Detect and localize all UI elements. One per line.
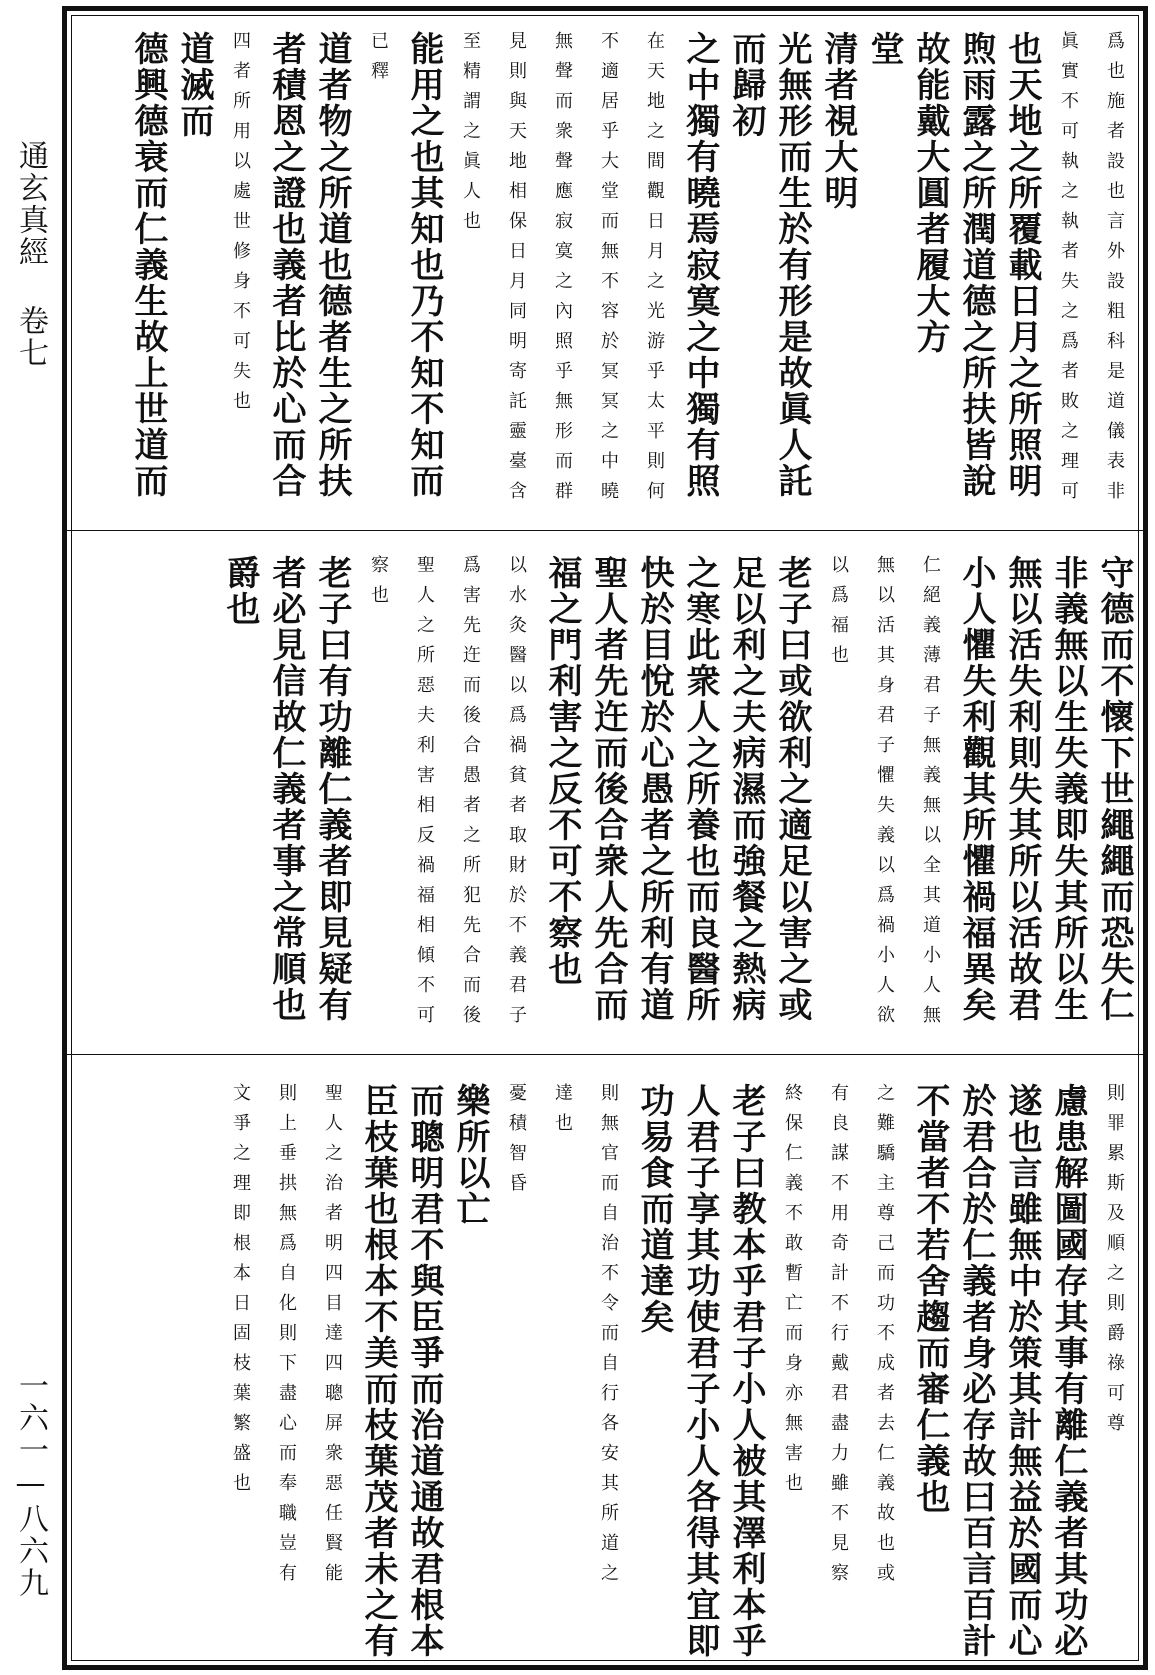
- commentary-column: 爲也施者設也言外設粗科是道儀表非: [1104, 31, 1125, 511]
- text-column: 堂: [864, 31, 904, 67]
- text-column: 老子曰教本乎君子小人被其澤利本乎: [726, 1083, 766, 1659]
- text-column: 而歸初: [726, 31, 766, 139]
- commentary-column: 已釋: [368, 31, 389, 91]
- text-column: 樂所以亡: [450, 1083, 490, 1227]
- commentary-column: 爲害先迕而後合愚者之所犯先合而後: [460, 555, 481, 1035]
- text-band-middle: [67, 555, 1143, 1055]
- book-title: 通玄真經 卷七: [13, 140, 48, 369]
- commentary-column: 則無官而自治不令而自行各安其所道之: [598, 1083, 619, 1593]
- text-column: 德興德衰而仁義生故上世道而: [128, 31, 168, 499]
- text-column: 之寒此衆人之所養也而良醫所: [680, 555, 720, 1023]
- text-column: 故能戴大圓者履大方: [910, 31, 950, 355]
- commentary-column: 仁絕義薄君子無義無以全其道小人無: [920, 555, 941, 1035]
- text-column: 者積恩之證也義者比於心而合: [266, 31, 306, 499]
- page-number: 一六一—八六九: [13, 1370, 48, 1599]
- text-column: 道滅而: [174, 31, 214, 139]
- commentary-column: 之難驕主尊己而功不成者去仁義故也或: [874, 1083, 895, 1593]
- text-column: 人君子享其功使君子小人各得其宜即: [680, 1083, 720, 1659]
- text-column: 慮患解圖國存其事有離仁義者其功必: [1048, 1083, 1088, 1659]
- commentary-column: 文爭之理即根本日固枝葉繁盛也: [230, 1083, 251, 1503]
- text-column: 者必見信故仁義者事之常順也: [266, 555, 306, 1023]
- text-column: 小人懼失利觀其所懼禍福異矣: [956, 555, 996, 1023]
- text-column: 福之門利害之反不可不察也: [542, 555, 582, 987]
- text-column: 於君合於仁義者身必存故曰百言百計: [956, 1083, 996, 1659]
- text-column: 不當者不若舍趨而審仁義也: [910, 1083, 950, 1515]
- text-column: 老子曰或欲利之適足以害之或: [772, 555, 812, 1023]
- commentary-column: 在天地之間觀日月之光游乎太平則何: [644, 31, 665, 511]
- text-column: 也天地之所覆載日月之所照明: [1002, 31, 1042, 499]
- text-column: 清者視大明: [818, 31, 858, 211]
- commentary-column: 憂積智昏: [506, 1083, 527, 1203]
- commentary-column: 以水灸醫以爲禍貧者取財於不義君子: [506, 555, 527, 1035]
- commentary-column: 有良謀不用奇計不行戴君盡力雖不見察: [828, 1083, 849, 1593]
- commentary-column: 不適居乎大堂而無不容於冥冥之中曉: [598, 31, 619, 511]
- text-column: 足以利之夫病濕而強餐之熱病: [726, 555, 766, 1023]
- text-column: 老子曰有功離仁義者即見疑有: [312, 555, 352, 1023]
- commentary-column: 至精謂之眞人也: [460, 31, 481, 241]
- page-frame: [62, 6, 1148, 1670]
- commentary-column: 察也: [368, 555, 389, 615]
- text-column: 快於目悅於心愚者之所利有道: [634, 555, 674, 1023]
- text-column: 無以活失利則失其所以活故君: [1002, 555, 1042, 1023]
- commentary-column: 眞實不可執之執者失之爲者敗之理可: [1058, 31, 1079, 511]
- text-band-bottom: [67, 1083, 1143, 1663]
- text-column: 守德而不懷下世繩繩而恐失仁: [1094, 555, 1134, 1023]
- commentary-column: 見則與天地相保日月同明寄託靈臺含: [506, 31, 527, 511]
- text-band-top: [67, 31, 1143, 531]
- commentary-column: 四者所用以處世修身不可失也: [230, 31, 251, 421]
- text-column: 聖人者先迕而後合衆人先合而: [588, 555, 628, 1023]
- text-column: 爵也: [220, 555, 260, 627]
- commentary-column: 終保仁義不敢暫亡而身亦無害也: [782, 1083, 803, 1503]
- commentary-column: 聖人之治者明四目達四聰屏衆惡任賢能: [322, 1083, 343, 1593]
- text-column: 能用之也其知也乃不知不知而: [404, 31, 444, 499]
- text-column: 煦雨露之所潤道德之所扶皆說: [956, 31, 996, 499]
- commentary-column: 則上垂拱無爲自化則下盡心而奉職豈有: [276, 1083, 297, 1593]
- commentary-column: 達也: [552, 1083, 573, 1143]
- text-column: 非義無以生失義即失其所以生: [1048, 555, 1088, 1023]
- commentary-column: 則罪累斯及順之則爵祿可尊: [1104, 1083, 1125, 1443]
- text-column: 臣枝葉也根本不美而枝葉茂者未之有: [358, 1083, 398, 1659]
- text-column: 之中獨有曉焉寂寞之中獨有照: [680, 31, 720, 499]
- commentary-column: 無以活其身君子懼失義以爲禍小人欲: [874, 555, 895, 1035]
- text-column: 道者物之所道也德者生之所扶: [312, 31, 352, 499]
- page-margin: [0, 0, 60, 1675]
- text-column: 功易食而道達矣: [634, 1083, 674, 1335]
- text-column: 而聰明君不與臣爭而治道通故君根本: [404, 1083, 444, 1659]
- commentary-column: 無聲而衆聲應寂寞之內照乎無形而群: [552, 31, 573, 511]
- commentary-column: 以爲福也: [828, 555, 849, 675]
- text-column: 遂也言雖無中於策其計無益於國而心: [1002, 1083, 1042, 1659]
- commentary-column: 聖人之所惡夫利害相反禍福相傾不可: [414, 555, 435, 1035]
- text-column: 光無形而生於有形是故眞人託: [772, 31, 812, 499]
